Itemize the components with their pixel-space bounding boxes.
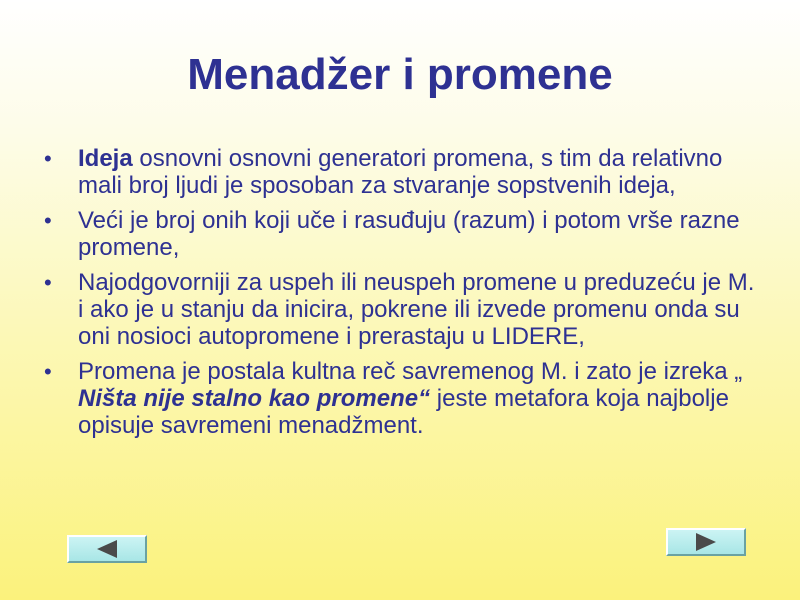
bullet-text: jeste metafora koja najbolje opisuje savremeni menadžment. [78,385,729,439]
bullet-marker: • [44,270,52,295]
triangle-left-icon [97,540,117,558]
bullet-marker: • [44,359,52,384]
bullet-item-promena [38,358,758,439]
previous-slide-button[interactable] [67,535,147,563]
next-slide-button[interactable] [666,528,746,556]
triangle-right-icon [696,533,716,551]
bullet-item-ideja [38,145,758,199]
bullet-text: Najodgovorniji za uspeh ili neuspeh promene u preduzeću je M. i ako je u stanju da inicira, pokrene ili izvede promenu onda su oni nosioci autopromene i prerastaju u LIDERE, [78,269,755,350]
bullet-text: osnovni osnovni generatori promena, s tim da relativno mali broj ljudi je sposoban za stvaranje sopstvenih ideja, [78,145,723,199]
bullet-lead-term: Ideja [78,145,133,172]
bullet-marker: • [44,146,52,171]
bullet-text: Promena je postala kultna reč savremenog M. i zato je izreka „ [78,358,743,385]
bullet-item-ucenje [38,207,758,261]
bullet-item-odgovornost [38,269,758,350]
bullet-marker: • [44,208,52,233]
slide-title: Menadžer i promene [187,50,613,99]
bullet-list [38,145,758,447]
bullet-quote: Ništa nije stalno kao promene“ [78,385,431,412]
bullet-text: Veći je broj onih koji uče i rasuđuju (razum) i potom vrše razne promene, [78,207,740,261]
